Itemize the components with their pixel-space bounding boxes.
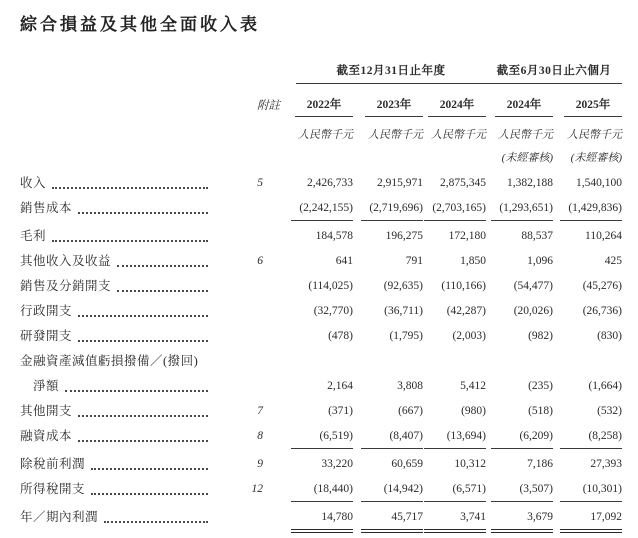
value-cell bbox=[280, 402, 353, 421]
row-label-cell bbox=[20, 427, 212, 446]
value-cell bbox=[486, 302, 553, 321]
year-header-cell bbox=[486, 96, 553, 117]
value-cell bbox=[353, 377, 423, 396]
row-label-cell bbox=[20, 227, 212, 246]
value-cell bbox=[280, 352, 353, 364]
note-number: 9 bbox=[257, 458, 263, 470]
table-row bbox=[20, 427, 622, 452]
year-header-cell bbox=[280, 96, 353, 117]
value-cell bbox=[423, 227, 486, 246]
audit-status-label bbox=[353, 149, 423, 165]
value-cell bbox=[280, 427, 353, 449]
spacer bbox=[212, 62, 280, 84]
dot-leader bbox=[91, 480, 208, 495]
row-label: 除稅前利潤 bbox=[20, 457, 86, 471]
row-label: 融資成本 bbox=[20, 429, 73, 443]
interim-2024-label: 2024年 bbox=[495, 96, 553, 117]
value-2024: 3,741 bbox=[424, 508, 486, 533]
value-2023: 2,915,971 bbox=[377, 177, 423, 189]
row-label: 年／期內利潤 bbox=[20, 510, 99, 524]
value-cell bbox=[353, 455, 423, 474]
row-label: 收入 bbox=[20, 176, 47, 190]
value-interim-2025: 425 bbox=[604, 255, 622, 267]
value-cell bbox=[423, 352, 486, 364]
value-2022: (114,025) bbox=[308, 280, 353, 292]
value-2024: (13,694) bbox=[424, 427, 486, 449]
note-number: 8 bbox=[257, 430, 263, 442]
value-interim-2025: (26,736) bbox=[582, 305, 622, 317]
value-interim-2024: 88,537 bbox=[521, 230, 553, 242]
table-row bbox=[20, 227, 622, 252]
spacer bbox=[20, 62, 212, 84]
year-header-cell bbox=[423, 96, 486, 117]
value-cell bbox=[553, 455, 622, 474]
value-cell bbox=[423, 508, 486, 533]
value-2024: (2,003) bbox=[452, 330, 486, 342]
row-label: 毛利 bbox=[20, 229, 47, 243]
value-cell bbox=[423, 427, 486, 449]
value-interim-2025: (532) bbox=[597, 405, 622, 417]
value-cell bbox=[280, 508, 353, 533]
year-header-row bbox=[20, 96, 622, 117]
spacer bbox=[212, 149, 280, 165]
value-cell bbox=[353, 227, 423, 246]
value-2024: (2,703,165) bbox=[424, 199, 486, 221]
value-cell bbox=[353, 480, 423, 502]
value-2024: (42,287) bbox=[446, 305, 486, 317]
value-cell bbox=[553, 199, 622, 221]
year-2024-label: 2024年 bbox=[428, 96, 486, 117]
group-header-annual-label: 截至12月31日止年度 bbox=[296, 62, 486, 84]
value-2022: (478) bbox=[328, 330, 353, 342]
row-label-cell bbox=[20, 480, 212, 499]
value-2023: (14,942) bbox=[361, 480, 423, 502]
value-2023: (92,635) bbox=[383, 280, 423, 292]
value-interim-2025: (1,664) bbox=[588, 380, 622, 392]
value-2023: 60,659 bbox=[391, 458, 423, 470]
row-label: 銷售及分銷開支 bbox=[20, 279, 112, 293]
value-2022: (2,242,155) bbox=[291, 199, 353, 221]
value-2023: (36,711) bbox=[384, 305, 423, 317]
note-number: 12 bbox=[251, 483, 263, 495]
value-cell bbox=[486, 352, 553, 364]
value-2023: 45,717 bbox=[361, 508, 423, 533]
row-label-cell bbox=[20, 455, 212, 474]
value-cell bbox=[280, 327, 353, 346]
value-interim-2024: 7,186 bbox=[527, 458, 553, 470]
spacer bbox=[212, 126, 280, 142]
audit-status-label bbox=[280, 149, 353, 165]
value-interim-2025: (8,258) bbox=[560, 427, 622, 449]
value-cell bbox=[280, 480, 353, 502]
value-cell bbox=[486, 277, 553, 296]
value-interim-2024: (54,477) bbox=[513, 280, 553, 292]
note-number: 6 bbox=[257, 255, 263, 267]
table-row bbox=[20, 455, 622, 480]
value-cell bbox=[553, 480, 622, 502]
value-cell bbox=[280, 455, 353, 474]
row-label-cell bbox=[20, 352, 212, 371]
value-cell bbox=[486, 174, 553, 193]
audit-status-label: (未經審核) bbox=[501, 152, 553, 164]
row-label-cell bbox=[20, 277, 212, 296]
group-header-interim bbox=[486, 62, 622, 84]
value-interim-2024: 1,096 bbox=[527, 255, 553, 267]
table-row bbox=[20, 277, 622, 302]
year-header-cell bbox=[353, 96, 423, 117]
dot-leader bbox=[78, 302, 208, 317]
row-label: 金融資產減值虧損撥備／(撥回) bbox=[20, 354, 199, 368]
value-cell bbox=[280, 227, 353, 246]
spacer bbox=[20, 126, 212, 142]
audit-status-row bbox=[20, 149, 622, 165]
value-interim-2025: (1,429,836) bbox=[560, 199, 622, 221]
currency-unit-label: 人民幣千元 bbox=[368, 129, 423, 141]
dot-leader bbox=[78, 327, 208, 342]
value-cell bbox=[486, 377, 553, 396]
table-row bbox=[20, 480, 622, 505]
value-cell bbox=[423, 174, 486, 193]
value-cell bbox=[280, 252, 353, 271]
value-cell bbox=[353, 327, 423, 346]
value-cell bbox=[353, 277, 423, 296]
value-cell bbox=[423, 377, 486, 396]
value-interim-2024: (1,293,651) bbox=[491, 199, 553, 221]
value-cell bbox=[486, 427, 553, 449]
value-cell bbox=[553, 252, 622, 271]
dot-leader bbox=[91, 455, 208, 470]
value-2023: (667) bbox=[398, 405, 423, 417]
value-2024: (980) bbox=[461, 405, 486, 417]
value-cell bbox=[423, 277, 486, 296]
value-cell bbox=[553, 327, 622, 346]
value-interim-2024: (6,209) bbox=[491, 427, 553, 449]
audit-status-label: (未經審核) bbox=[570, 152, 622, 164]
value-interim-2025: (830) bbox=[597, 330, 622, 342]
value-2024: 5,412 bbox=[460, 380, 486, 392]
value-interim-2025: (45,276) bbox=[582, 280, 622, 292]
value-cell bbox=[353, 402, 423, 421]
currency-unit-label: 人民幣千元 bbox=[298, 129, 353, 141]
value-interim-2025: 27,393 bbox=[590, 458, 622, 470]
table-row bbox=[20, 377, 622, 402]
value-cell bbox=[486, 252, 553, 271]
row-label-cell bbox=[20, 402, 212, 421]
value-2023: (2,719,696) bbox=[361, 199, 423, 221]
page-title: 綜合損益及其他全面收入表 bbox=[20, 15, 260, 34]
value-cell bbox=[486, 508, 553, 533]
value-2022: 184,578 bbox=[315, 230, 353, 242]
value-cell bbox=[553, 352, 622, 364]
row-label: 行政開支 bbox=[20, 304, 73, 318]
table-row bbox=[20, 174, 622, 199]
value-2024: 2,875,345 bbox=[440, 177, 486, 189]
value-cell bbox=[553, 402, 622, 421]
table-row bbox=[20, 402, 622, 427]
value-cell bbox=[423, 480, 486, 502]
value-2024: 1,850 bbox=[460, 255, 486, 267]
value-2024: (6,571) bbox=[424, 480, 486, 502]
value-2023: (1,795) bbox=[389, 330, 423, 342]
row-label: 其他開支 bbox=[20, 404, 73, 418]
value-2022: 641 bbox=[335, 255, 353, 267]
value-2024: 172,180 bbox=[448, 230, 486, 242]
value-2022: (32,770) bbox=[313, 305, 353, 317]
table-row bbox=[20, 302, 622, 327]
value-cell bbox=[553, 377, 622, 396]
value-cell bbox=[553, 508, 622, 533]
value-cell bbox=[553, 174, 622, 193]
value-cell bbox=[486, 199, 553, 221]
currency-unit-row bbox=[20, 126, 622, 142]
value-interim-2024: 3,679 bbox=[491, 508, 553, 533]
table-row bbox=[20, 352, 622, 377]
value-2022: (6,519) bbox=[291, 427, 353, 449]
row-label-cell bbox=[20, 302, 212, 321]
interim-2025-label: 2025年 bbox=[564, 96, 622, 117]
row-label: 所得稅開支 bbox=[20, 482, 86, 496]
value-interim-2024: (518) bbox=[528, 405, 553, 417]
value-cell bbox=[353, 427, 423, 449]
year-header-cell bbox=[553, 96, 622, 117]
value-interim-2024: (20,026) bbox=[513, 305, 553, 317]
value-cell bbox=[553, 427, 622, 449]
spacer bbox=[20, 149, 212, 165]
value-2022: (18,440) bbox=[291, 480, 353, 502]
year-2023-label: 2023年 bbox=[365, 96, 423, 117]
value-2024: 10,312 bbox=[454, 458, 486, 470]
table-row bbox=[20, 327, 622, 352]
value-cell bbox=[280, 377, 353, 396]
value-2022: 33,220 bbox=[321, 458, 353, 470]
row-label-cell bbox=[20, 199, 212, 218]
value-cell bbox=[423, 327, 486, 346]
table-row bbox=[20, 199, 622, 224]
income-statement-table bbox=[20, 62, 622, 533]
row-label: 其他收入及收益 bbox=[20, 254, 112, 268]
value-cell bbox=[486, 480, 553, 502]
row-label: 銷售成本 bbox=[20, 201, 73, 215]
dot-leader bbox=[117, 252, 208, 267]
value-2022: (371) bbox=[328, 405, 353, 417]
value-2023: 3,808 bbox=[397, 380, 423, 392]
value-2024: (110,166) bbox=[441, 280, 486, 292]
value-interim-2024: 1,382,188 bbox=[507, 177, 553, 189]
table-header bbox=[20, 62, 622, 165]
row-label: 淨額 bbox=[33, 379, 60, 393]
dot-leader bbox=[104, 508, 208, 523]
value-interim-2024: (982) bbox=[528, 330, 553, 342]
group-header-interim-label: 截至6月30日止六個月 bbox=[486, 62, 622, 84]
currency-unit-label: 人民幣千元 bbox=[498, 129, 553, 141]
dot-leader bbox=[65, 377, 208, 392]
value-2022: 2,164 bbox=[327, 380, 353, 392]
row-label-cell bbox=[20, 327, 212, 346]
value-cell bbox=[280, 199, 353, 221]
value-interim-2025: 1,540,100 bbox=[576, 177, 622, 189]
value-cell bbox=[353, 174, 423, 193]
table-row bbox=[20, 508, 622, 533]
value-cell bbox=[353, 252, 423, 271]
value-cell bbox=[553, 302, 622, 321]
value-cell bbox=[423, 402, 486, 421]
value-cell bbox=[280, 277, 353, 296]
value-cell bbox=[353, 352, 423, 364]
currency-unit-label: 人民幣千元 bbox=[567, 129, 622, 141]
dot-leader bbox=[117, 277, 208, 292]
row-label-cell bbox=[20, 377, 212, 396]
value-interim-2024: (235) bbox=[528, 380, 553, 392]
dot-leader bbox=[52, 174, 208, 189]
table-body bbox=[20, 174, 622, 533]
dot-leader bbox=[78, 402, 208, 417]
group-header-annual bbox=[280, 62, 486, 84]
value-cell bbox=[423, 302, 486, 321]
row-label-cell bbox=[20, 508, 212, 527]
value-2023: 196,275 bbox=[385, 230, 423, 242]
table-row bbox=[20, 252, 622, 277]
note-column-header: 附註 bbox=[257, 100, 280, 112]
dot-leader bbox=[78, 199, 208, 214]
value-cell bbox=[353, 302, 423, 321]
value-interim-2025: 110,264 bbox=[585, 230, 622, 242]
value-2023: 791 bbox=[405, 255, 423, 267]
row-label: 研發開支 bbox=[20, 329, 73, 343]
value-cell bbox=[486, 402, 553, 421]
value-2022: 2,426,733 bbox=[307, 177, 353, 189]
value-cell bbox=[353, 199, 423, 221]
value-cell bbox=[486, 227, 553, 246]
currency-unit-label: 人民幣千元 bbox=[431, 129, 486, 141]
dot-leader bbox=[78, 427, 208, 442]
year-2022-label: 2022年 bbox=[295, 96, 353, 117]
value-cell bbox=[280, 174, 353, 193]
value-cell bbox=[423, 455, 486, 474]
value-cell bbox=[553, 227, 622, 246]
value-2022: 14,780 bbox=[291, 508, 353, 533]
value-cell bbox=[423, 199, 486, 221]
row-label-cell bbox=[20, 174, 212, 193]
value-cell bbox=[353, 508, 423, 533]
value-cell bbox=[486, 327, 553, 346]
value-cell bbox=[280, 302, 353, 321]
value-interim-2024: (3,507) bbox=[491, 480, 553, 502]
value-interim-2025: (10,301) bbox=[560, 480, 622, 502]
value-cell bbox=[423, 252, 486, 271]
value-cell bbox=[486, 455, 553, 474]
note-number: 5 bbox=[257, 177, 263, 189]
value-interim-2025: 17,092 bbox=[560, 508, 622, 533]
row-label-cell bbox=[20, 252, 212, 271]
note-number: 7 bbox=[257, 405, 263, 417]
audit-status-label bbox=[423, 149, 486, 165]
group-header-row bbox=[20, 62, 622, 84]
value-cell bbox=[553, 277, 622, 296]
dot-leader bbox=[52, 227, 208, 242]
value-2023: (8,407) bbox=[361, 427, 423, 449]
